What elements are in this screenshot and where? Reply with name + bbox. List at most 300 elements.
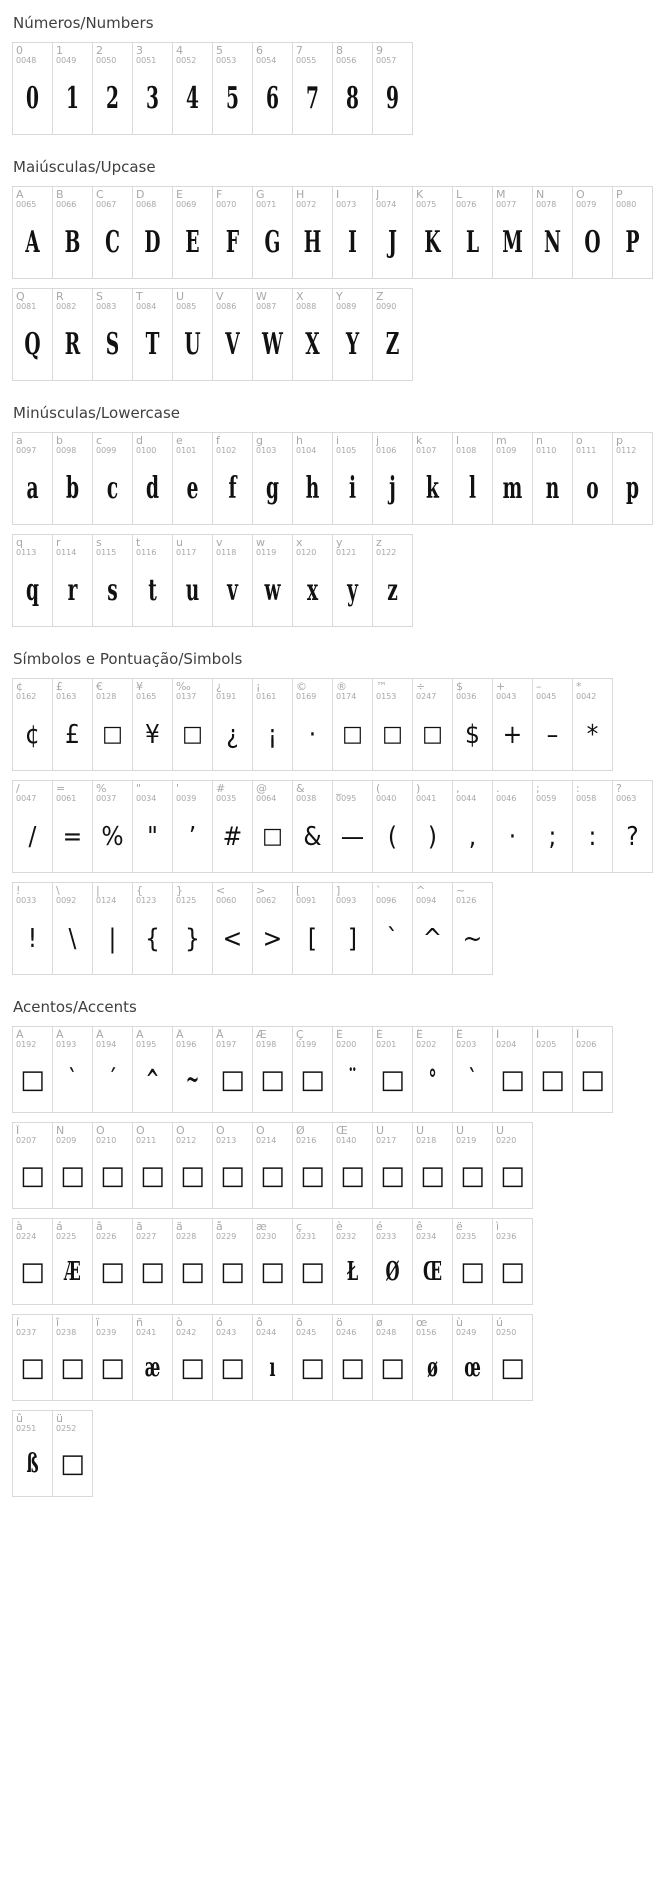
glyph-cell[interactable] xyxy=(133,1123,173,1209)
glyph-cell[interactable] xyxy=(213,1315,253,1401)
glyph-cell[interactable] xyxy=(53,187,93,279)
glyph-render: + xyxy=(502,719,523,750)
glyph-cell[interactable] xyxy=(573,187,613,279)
glyph-cell[interactable] xyxy=(213,883,253,975)
glyph-row xyxy=(12,780,653,873)
glyph-char-label: j xyxy=(376,435,380,447)
glyph-meta xyxy=(213,535,252,561)
glyph-cell[interactable] xyxy=(533,679,573,771)
glyph-cell[interactable] xyxy=(173,1123,213,1209)
glyph-cell[interactable] xyxy=(253,187,293,279)
glyph-render: N xyxy=(543,225,561,260)
glyph-cell[interactable] xyxy=(293,1027,333,1113)
glyph-char-label: r xyxy=(56,537,61,549)
glyph-cell[interactable] xyxy=(133,535,173,627)
glyph-cell[interactable] xyxy=(253,883,293,975)
glyph-cell[interactable] xyxy=(93,187,133,279)
glyph-cell[interactable] xyxy=(453,679,493,771)
glyph-cell[interactable] xyxy=(453,187,493,279)
glyph-cell[interactable] xyxy=(413,679,453,771)
glyph-code-label: 0234 xyxy=(416,1232,437,1241)
glyph-cell[interactable] xyxy=(13,1219,53,1305)
glyph-render: □ xyxy=(342,722,363,747)
glyph-render: s xyxy=(107,573,118,608)
glyph-cell[interactable] xyxy=(53,433,93,525)
glyph-code-label: 0065 xyxy=(16,200,37,209)
glyph-cell[interactable] xyxy=(173,1219,213,1305)
glyph-cell[interactable] xyxy=(293,43,333,135)
glyph-render: □ xyxy=(300,1352,325,1383)
glyph-char-label: ö xyxy=(336,1317,343,1329)
glyph-cell[interactable] xyxy=(13,433,53,525)
glyph-cell[interactable] xyxy=(453,1315,493,1401)
glyph-cell[interactable] xyxy=(13,1027,53,1113)
glyph-cell[interactable] xyxy=(493,781,533,873)
glyph-render: Y xyxy=(345,327,360,362)
glyph-code-label: 0210 xyxy=(96,1136,117,1145)
glyph-cell[interactable] xyxy=(373,679,413,771)
glyph-cell[interactable] xyxy=(173,187,213,279)
glyph-cell[interactable] xyxy=(13,883,53,975)
glyph-meta xyxy=(93,781,132,807)
glyph-cell[interactable] xyxy=(93,883,133,975)
glyph-cell[interactable] xyxy=(93,1315,133,1401)
glyph-cell[interactable] xyxy=(133,1027,173,1113)
glyph-cell[interactable] xyxy=(413,883,453,975)
glyph-code-label: 0095 xyxy=(336,794,357,803)
glyph-cell[interactable] xyxy=(453,1219,493,1305)
glyph-cell[interactable] xyxy=(53,535,93,627)
glyph-meta xyxy=(213,781,252,807)
glyph-meta xyxy=(13,433,52,459)
glyph-cell[interactable] xyxy=(333,1315,373,1401)
glyph-cell[interactable] xyxy=(573,1027,613,1113)
glyph-code-label: 0038 xyxy=(296,794,317,803)
glyph-char-label: ô xyxy=(256,1317,263,1329)
glyph-code-label: 0033 xyxy=(16,896,37,905)
glyph-char-label: U xyxy=(176,291,185,303)
glyph-code-label: 0122 xyxy=(376,548,397,557)
glyph-code-label: 0239 xyxy=(96,1328,117,1337)
glyph-cell[interactable] xyxy=(133,289,173,381)
glyph-meta xyxy=(333,1315,372,1341)
glyph-cell[interactable] xyxy=(373,187,413,279)
glyph-render: # xyxy=(222,821,243,852)
glyph-cell[interactable] xyxy=(453,781,493,873)
glyph-cell[interactable] xyxy=(493,187,533,279)
glyph-meta xyxy=(133,1027,172,1053)
glyph-char-label: P xyxy=(616,189,623,201)
glyph-code-label: 0077 xyxy=(496,200,517,209)
glyph-cell[interactable] xyxy=(533,187,573,279)
glyph-char-label: Ó xyxy=(136,1125,145,1137)
glyph-cell[interactable] xyxy=(253,433,293,525)
glyph-cell[interactable] xyxy=(133,781,173,873)
glyph-cell[interactable] xyxy=(373,535,413,627)
glyph-render: i xyxy=(348,471,357,506)
glyph-cell[interactable] xyxy=(373,1219,413,1305)
glyph-cell[interactable] xyxy=(293,781,333,873)
glyph-render: [ xyxy=(307,923,318,954)
glyph-cell[interactable] xyxy=(333,883,373,975)
glyph-cell[interactable] xyxy=(573,679,613,771)
glyph-meta xyxy=(373,535,412,561)
glyph-cell[interactable] xyxy=(53,1411,93,1497)
glyph-cell[interactable] xyxy=(173,1027,213,1113)
glyph-cell[interactable] xyxy=(93,1123,133,1209)
glyph-cell[interactable] xyxy=(13,1123,53,1209)
glyph-cell[interactable] xyxy=(613,433,653,525)
glyph-code-label: 0035 xyxy=(216,794,237,803)
glyph-render: Ł xyxy=(346,1256,359,1287)
glyph-char-label: Ô xyxy=(176,1125,185,1137)
glyph-cell[interactable] xyxy=(253,1315,293,1401)
glyph-cell[interactable] xyxy=(373,43,413,135)
glyph-grid xyxy=(12,186,648,381)
glyph-code-label: 0238 xyxy=(56,1328,77,1337)
glyph-cell[interactable] xyxy=(213,43,253,135)
glyph-cell[interactable] xyxy=(293,535,333,627)
glyph-code-label: 0049 xyxy=(56,56,77,65)
glyph-cell[interactable] xyxy=(53,781,93,873)
glyph-cell[interactable] xyxy=(253,535,293,627)
glyph-cell[interactable] xyxy=(413,187,453,279)
glyph-meta xyxy=(533,433,572,459)
glyph-meta xyxy=(333,1027,372,1053)
glyph-cell[interactable] xyxy=(253,289,293,381)
glyph-cell[interactable] xyxy=(213,1123,253,1209)
glyph-char-label: " xyxy=(136,783,142,795)
glyph-cell[interactable] xyxy=(213,781,253,873)
glyph-cell[interactable] xyxy=(173,883,213,975)
glyph-cell[interactable] xyxy=(93,535,133,627)
glyph-cell[interactable] xyxy=(293,289,333,381)
glyph-meta xyxy=(493,1123,532,1149)
glyph-render: a xyxy=(26,471,39,506)
glyph-cell[interactable] xyxy=(133,883,173,975)
glyph-char-label: € xyxy=(96,681,103,693)
glyph-meta xyxy=(253,433,292,459)
glyph-code-label: 0219 xyxy=(456,1136,477,1145)
glyph-char-label: v xyxy=(216,537,223,549)
glyph-meta xyxy=(373,187,412,213)
glyph-cell[interactable] xyxy=(453,1123,493,1209)
glyph-cell[interactable] xyxy=(133,679,173,771)
glyph-render: 6 xyxy=(266,81,279,116)
glyph-char-label: Ê xyxy=(416,1029,423,1041)
glyph-cell[interactable] xyxy=(53,679,93,771)
glyph-render: D xyxy=(144,225,161,260)
glyph-cell[interactable] xyxy=(373,1123,413,1209)
glyph-cell[interactable] xyxy=(133,433,173,525)
glyph-cell[interactable] xyxy=(173,433,213,525)
glyph-row xyxy=(12,1410,93,1497)
glyph-cell[interactable] xyxy=(213,187,253,279)
glyph-cell[interactable] xyxy=(293,1315,333,1401)
glyph-meta xyxy=(173,679,212,705)
glyph-render: □ xyxy=(500,1256,525,1287)
glyph-cell[interactable] xyxy=(13,781,53,873)
glyph-cell[interactable] xyxy=(333,781,373,873)
glyph-cell[interactable] xyxy=(213,289,253,381)
glyph-render: £ xyxy=(65,719,80,750)
glyph-cell[interactable] xyxy=(213,535,253,627)
glyph-cell[interactable] xyxy=(613,187,653,279)
glyph-code-label: 0243 xyxy=(216,1328,237,1337)
glyph-cell[interactable] xyxy=(333,1123,373,1209)
glyph-cell[interactable] xyxy=(293,1219,333,1305)
glyph-char-label: L xyxy=(456,189,463,201)
glyph-meta xyxy=(93,43,132,69)
glyph-meta xyxy=(453,1123,492,1149)
glyph-cell[interactable] xyxy=(93,1027,133,1113)
glyph-char-label: ø xyxy=(376,1317,383,1329)
glyph-cell[interactable] xyxy=(93,289,133,381)
glyph-meta xyxy=(173,1123,212,1149)
glyph-render: P xyxy=(625,225,640,260)
glyph-cell[interactable] xyxy=(53,883,93,975)
glyph-render: □ xyxy=(20,1256,45,1287)
glyph-char-label: Ä xyxy=(176,1029,184,1041)
glyph-cell[interactable] xyxy=(253,43,293,135)
glyph-render: ¿ xyxy=(226,719,239,750)
glyph-section xyxy=(0,144,661,381)
glyph-cell[interactable] xyxy=(53,1315,93,1401)
glyph-cell[interactable] xyxy=(133,187,173,279)
section-title: Acentos/Accents xyxy=(13,998,137,1016)
glyph-cell[interactable] xyxy=(333,433,373,525)
glyph-render: ° xyxy=(428,1064,437,1095)
glyph-cell[interactable] xyxy=(533,433,573,525)
glyph-cell[interactable] xyxy=(213,679,253,771)
glyph-meta xyxy=(373,289,412,315)
glyph-char-label: é xyxy=(376,1221,383,1233)
glyph-meta xyxy=(213,883,252,909)
glyph-meta xyxy=(133,43,172,69)
glyph-cell[interactable] xyxy=(373,1027,413,1113)
glyph-code-label: 0206 xyxy=(576,1040,597,1049)
glyph-cell[interactable] xyxy=(373,289,413,381)
glyph-cell[interactable] xyxy=(293,187,333,279)
glyph-cell[interactable] xyxy=(373,781,413,873)
glyph-cell[interactable] xyxy=(373,1315,413,1401)
glyph-code-label: 0060 xyxy=(216,896,237,905)
glyph-cell[interactable] xyxy=(13,187,53,279)
glyph-cell[interactable] xyxy=(493,1123,533,1209)
glyph-cell[interactable] xyxy=(53,289,93,381)
glyph-cell[interactable] xyxy=(53,1219,93,1305)
glyph-cell[interactable] xyxy=(493,433,533,525)
glyph-char-label: 2 xyxy=(96,45,103,57)
glyph-cell[interactable] xyxy=(133,43,173,135)
glyph-cell[interactable] xyxy=(293,1123,333,1209)
glyph-meta xyxy=(613,433,652,459)
glyph-cell[interactable] xyxy=(93,1219,133,1305)
glyph-cell[interactable] xyxy=(213,1219,253,1305)
glyph-cell[interactable] xyxy=(413,1123,453,1209)
glyph-cell[interactable] xyxy=(173,781,213,873)
glyph-meta xyxy=(13,535,52,561)
glyph-code-label: 0161 xyxy=(256,692,277,701)
glyph-render: □ xyxy=(500,1352,525,1383)
glyph-cell[interactable] xyxy=(13,43,53,135)
glyph-row xyxy=(12,186,653,279)
glyph-cell[interactable] xyxy=(333,1027,373,1113)
glyph-render: T xyxy=(145,327,160,362)
glyph-code-label: 0225 xyxy=(56,1232,77,1241)
glyph-cell[interactable] xyxy=(493,1219,533,1305)
glyph-cell[interactable] xyxy=(493,1027,533,1113)
glyph-cell[interactable] xyxy=(93,679,133,771)
glyph-cell[interactable] xyxy=(253,679,293,771)
glyph-cell[interactable] xyxy=(173,535,213,627)
glyph-cell[interactable] xyxy=(93,781,133,873)
glyph-cell[interactable] xyxy=(413,1315,453,1401)
glyph-meta xyxy=(533,781,572,807)
glyph-char-label: õ xyxy=(296,1317,303,1329)
glyph-render: \ xyxy=(68,923,77,954)
glyph-cell[interactable] xyxy=(53,1027,93,1113)
glyph-code-label: 0114 xyxy=(56,548,77,557)
glyph-char-label: X xyxy=(296,291,304,303)
glyph-code-label: 0087 xyxy=(256,302,277,311)
glyph-cell[interactable] xyxy=(333,187,373,279)
glyph-code-label: 0108 xyxy=(456,446,477,455)
glyph-render: q xyxy=(25,573,40,608)
glyph-cell[interactable] xyxy=(213,1027,253,1113)
glyph-cell[interactable] xyxy=(253,1027,293,1113)
glyph-char-label: } xyxy=(176,885,183,897)
glyph-code-label: 0204 xyxy=(496,1040,517,1049)
glyph-cell[interactable] xyxy=(173,1315,213,1401)
glyph-meta xyxy=(93,289,132,315)
glyph-cell[interactable] xyxy=(493,679,533,771)
glyph-code-label: 0037 xyxy=(96,794,117,803)
glyph-cell[interactable] xyxy=(333,1219,373,1305)
glyph-cell[interactable] xyxy=(53,1123,93,1209)
glyph-meta xyxy=(93,1315,132,1341)
glyph-cell[interactable] xyxy=(293,433,333,525)
glyph-code-label: 0226 xyxy=(96,1232,117,1241)
glyph-code-label: 0228 xyxy=(176,1232,197,1241)
glyph-meta xyxy=(53,289,92,315)
glyph-code-label: 0156 xyxy=(416,1328,437,1337)
glyph-cell[interactable] xyxy=(533,781,573,873)
glyph-render: □ xyxy=(102,722,123,747)
glyph-render: M xyxy=(502,225,523,260)
glyph-cell[interactable] xyxy=(333,43,373,135)
glyph-code-label: 0193 xyxy=(56,1040,77,1049)
glyph-char-label: N xyxy=(536,189,545,201)
glyph-char-label: a xyxy=(16,435,23,447)
glyph-char-label: : xyxy=(576,783,580,795)
glyph-render: □ xyxy=(580,1064,605,1095)
glyph-cell[interactable] xyxy=(253,781,293,873)
glyph-code-label: 0093 xyxy=(336,896,357,905)
glyph-cell[interactable] xyxy=(53,43,93,135)
glyph-cell[interactable] xyxy=(173,43,213,135)
glyph-code-label: 0070 xyxy=(216,200,237,209)
glyph-cell[interactable] xyxy=(573,433,613,525)
glyph-cell[interactable] xyxy=(253,1219,293,1305)
glyph-cell[interactable] xyxy=(13,535,53,627)
glyph-cell[interactable] xyxy=(133,1219,173,1305)
glyph-cell[interactable] xyxy=(413,1027,453,1113)
glyph-cell[interactable] xyxy=(333,289,373,381)
glyph-code-label: 0064 xyxy=(256,794,277,803)
glyph-meta xyxy=(13,1411,52,1437)
glyph-cell[interactable] xyxy=(453,1027,493,1113)
glyph-cell[interactable] xyxy=(493,1315,533,1401)
glyph-code-label: 0062 xyxy=(256,896,277,905)
glyph-char-label: ï xyxy=(96,1317,100,1329)
glyph-code-label: 0071 xyxy=(256,200,277,209)
glyph-code-label: 0212 xyxy=(176,1136,197,1145)
glyph-cell[interactable] xyxy=(373,883,413,975)
glyph-cell[interactable] xyxy=(13,679,53,771)
glyph-code-label: 0162 xyxy=(16,692,37,701)
glyph-render: □ xyxy=(220,1160,245,1191)
glyph-render: □ xyxy=(380,1064,405,1095)
glyph-code-label: 0169 xyxy=(296,692,317,701)
glyph-meta xyxy=(13,1315,52,1341)
section-title: Números/Numbers xyxy=(13,14,154,32)
glyph-cell[interactable] xyxy=(613,781,653,873)
glyph-cell[interactable] xyxy=(453,883,493,975)
glyph-row xyxy=(12,432,653,525)
glyph-cell[interactable] xyxy=(173,679,213,771)
glyph-meta xyxy=(133,187,172,213)
glyph-cell[interactable] xyxy=(133,1315,173,1401)
glyph-render: ? xyxy=(626,821,639,852)
glyph-meta xyxy=(133,433,172,459)
glyph-cell[interactable] xyxy=(373,433,413,525)
glyph-char-label: i xyxy=(336,435,340,447)
glyph-render: □ xyxy=(380,1352,405,1383)
glyph-cell[interactable] xyxy=(413,433,453,525)
glyph-cell[interactable] xyxy=(293,679,333,771)
glyph-cell[interactable] xyxy=(453,433,493,525)
glyph-code-label: 0036 xyxy=(456,692,477,701)
glyph-cell[interactable] xyxy=(413,781,453,873)
glyph-code-label: 0097 xyxy=(16,446,37,455)
glyph-render: ~ xyxy=(185,1064,200,1095)
glyph-render: Œ xyxy=(422,1256,443,1287)
glyph-char-label: ' xyxy=(176,783,180,795)
glyph-code-label: 0128 xyxy=(96,692,117,701)
glyph-cell[interactable] xyxy=(173,289,213,381)
glyph-cell[interactable] xyxy=(13,289,53,381)
glyph-cell[interactable] xyxy=(213,433,253,525)
glyph-cell[interactable] xyxy=(333,679,373,771)
glyph-meta xyxy=(453,1027,492,1053)
glyph-cell[interactable] xyxy=(13,1315,53,1401)
glyph-meta xyxy=(13,781,52,807)
glyph-cell[interactable] xyxy=(13,1411,53,1497)
glyph-cell[interactable] xyxy=(253,1123,293,1209)
glyph-cell[interactable] xyxy=(413,1219,453,1305)
glyph-cell[interactable] xyxy=(533,1027,573,1113)
glyph-cell[interactable] xyxy=(293,883,333,975)
glyph-render: R xyxy=(64,327,81,362)
glyph-cell[interactable] xyxy=(573,781,613,873)
glyph-cell[interactable] xyxy=(93,433,133,525)
glyph-code-label: 0250 xyxy=(496,1328,517,1337)
glyph-row xyxy=(12,42,413,135)
glyph-cell[interactable] xyxy=(93,43,133,135)
glyph-char-label: p xyxy=(616,435,623,447)
glyph-cell[interactable] xyxy=(333,535,373,627)
